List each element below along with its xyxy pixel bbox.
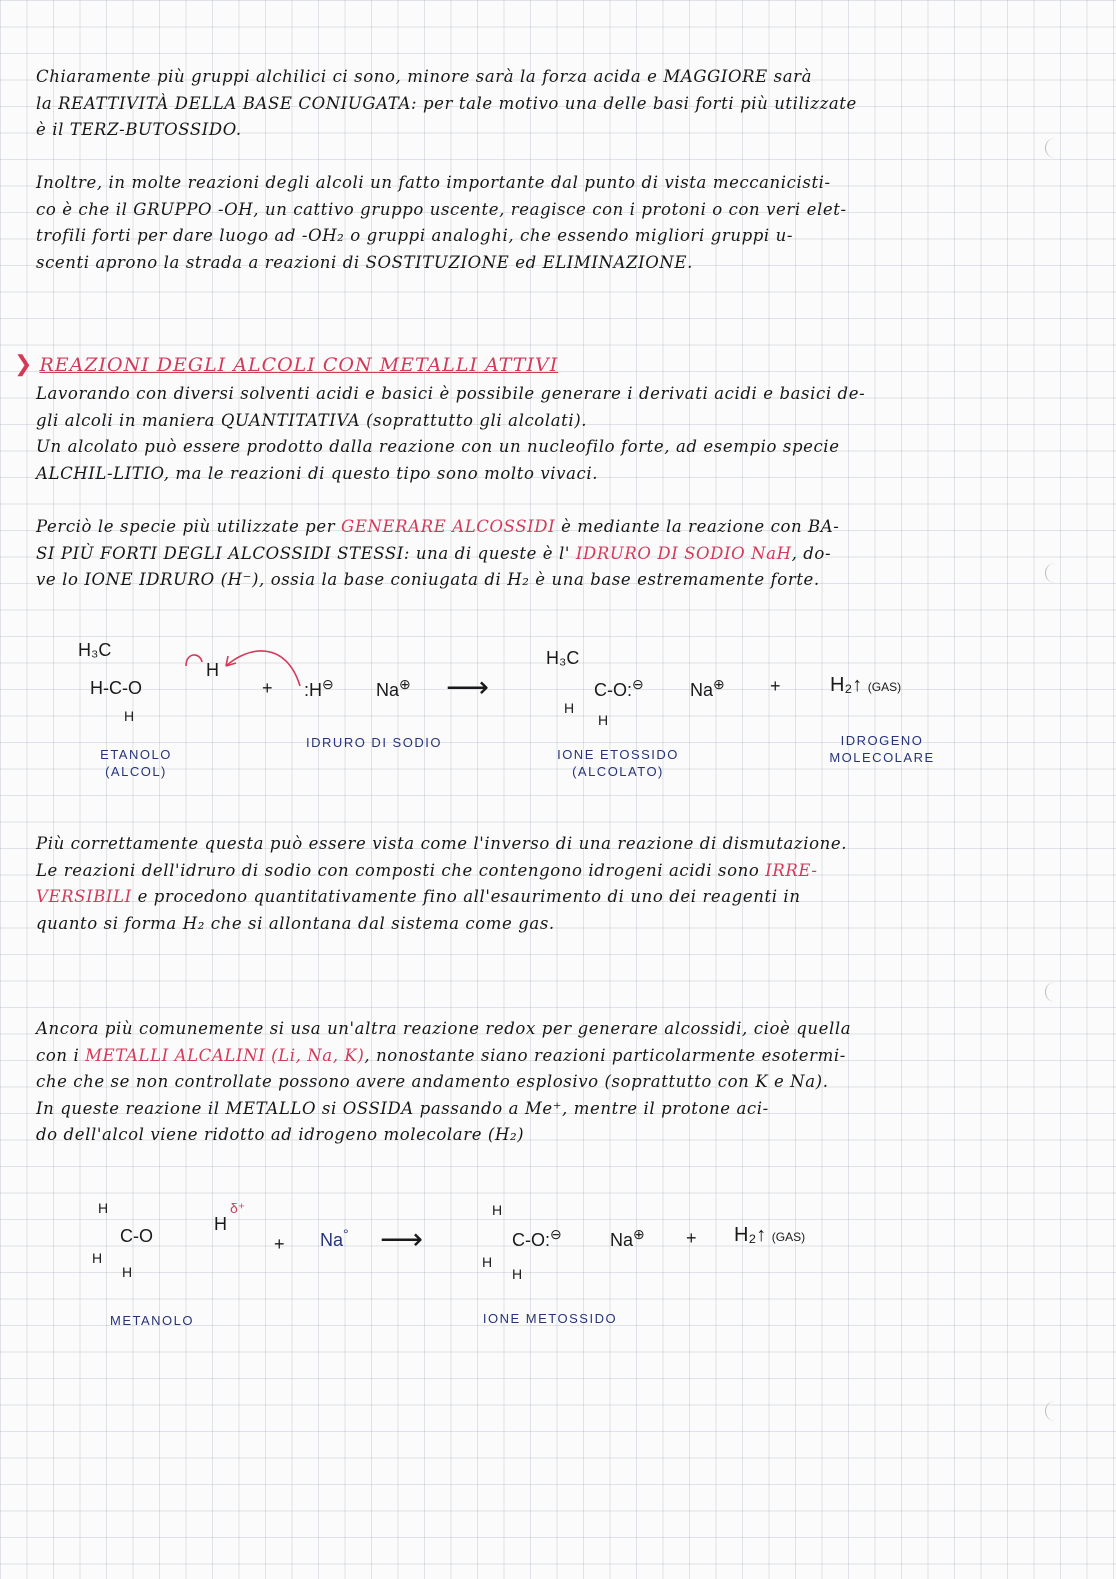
text-line: Chiaramente più gruppi alchilici ci sono, minore sarà la forza acida e MAGGIORE sarà [36,67,813,86]
methanol-h-top: H [98,1200,109,1216]
ethoxide-h-bottom: H [598,712,609,728]
methanol-h-left: H [92,1250,103,1266]
hydride: :H⊖ [304,676,334,700]
caption-ione-etossido: IONE ETOSSIDO (ALCOLATO) [557,747,679,779]
reaction-arrow: ⟶ [380,1223,424,1256]
text-line: quanto si forma H₂ che si allontana dal sistema come gas. [36,913,555,933]
methanol-h-bottom: H [122,1264,133,1280]
methoxide-h-left: H [482,1254,493,1270]
methoxide-h-top: H [492,1202,503,1218]
text-line: ALCHIL-LITIO, ma le reazioni di questo tipo sono molto vivaci. [36,463,599,483]
curved-arrow [186,655,202,666]
methanol-oh-hydrogen: H [214,1214,227,1234]
caption-metanolo: METANOLO [110,1313,194,1328]
text-line: Inoltre, in molte reazioni degli alcoli un fatto importante dal punto di vista meccanicisti- [36,173,831,192]
text-line: do dell'alcol viene ridotto ad idrogeno molecolare (H₂) [36,1125,525,1144]
sodium-cation: Na⊕ [690,676,725,700]
text-line: VERSIBILI e procedono quantitativamente fino all'esaurimento di uno dei reagenti in [36,887,801,906]
text-line: In queste reazione il METALLO si OSSIDA passando a Me⁺, mentre il protone aci- [36,1098,769,1118]
sodium-cation: Na⊕ [610,1226,645,1250]
text-line: scenti aprono la strada a reazioni di SOSTITUZIONE ed ELIMINAZIONE. [36,252,693,272]
caption-idruro-di-sodio: IDRURO DI SODIO [306,735,442,750]
text-line: è il TERZ-BUTOSSIDO. [36,120,242,139]
methoxide-core: C‑O:⊖ [512,1226,562,1250]
sodium-cation: Na⊕ [376,676,411,700]
hydrogen-gas: H₂↑ (GAS) [734,1224,806,1246]
text-line: Le reazioni dell'idruro di sodio con composti che contengono idrogeni acidi sono IRRE- [36,860,818,880]
ethanol-h-bottom: H [124,708,135,724]
hydrogen-gas: H₂↑ (GAS) [830,674,902,696]
text-line: Un alcolato può essere prodotto dalla reazione con un nucleofilo forte, ad esempio specie [36,437,840,456]
text-line: la REATTIVITÀ DELLA BASE CONIUGATA: per tale motivo una delle basi forti più utilizzate [36,93,857,113]
text-line: che che se non controllate possono avere andamento esplosivo (soprattutto con K e Na). [36,1072,829,1091]
plus-sign: + [686,1228,697,1248]
caption-etanolo: ETANOLO (ALCOL) [100,747,172,779]
plus-sign: + [262,678,273,698]
ethoxide-core: C‑O:⊖ [594,676,644,700]
caption-idrogeno-molecolare: IDROGENO MOLECOLARE [829,733,935,765]
methanol-core: C‑O [120,1226,153,1246]
plus-sign: + [274,1234,285,1254]
sodium-metal: Na° [320,1226,349,1250]
reaction-arrow: ⟶ [446,671,490,704]
text-line: Più correttamente questa può essere vista come l'inverso di una reazione di dismutazione. [36,834,848,853]
section-title: REAZIONI DEGLI ALCOLI CON METALLI ATTIVI [39,354,559,376]
ethanol-methyl: H₃C [78,640,112,660]
text-line: gli alcoli in maniera QUANTITATIVA (soprattutto gli alcolati). [36,410,588,430]
text-line: Ancora più comunemente si usa un'altra reazione redox per generare alcossidi, cioè quella [36,1019,852,1038]
methoxide-h-bottom: H [512,1266,523,1282]
ethanol-oh-hydrogen: H [206,660,219,680]
text-line: ve lo IONE IDRURO (H⁻), ossia la base coniugata di H₂ è una base estremamente forte. [36,570,820,589]
text-line: trofili forti per dare luogo ad -OH₂ o gruppi analoghi, che essendo migliori gruppi u- [36,226,794,245]
delta-plus: δ⁺ [230,1200,246,1216]
text-line: SI PIÙ FORTI DEGLI ALCOSSIDI STESSI: una di queste è l' IDRURO DI SODIO NaH, do- [36,543,832,563]
ethoxide-h-left: H [564,700,575,716]
text-line: Perciò le specie più utilizzate per GENERARE ALCOSSIDI è mediante la reazione con BA- [36,517,840,536]
ethanol-core: H‑C‑O [90,678,142,698]
ethoxide-methyl: H₃C [546,648,580,668]
chevron-right-icon: ❯ [14,352,34,377]
text-line: co è che il GRUPPO -OH, un cattivo gruppo uscente, reagisce con i protoni o con veri elet- [36,199,847,219]
text-line: con i METALLI ALCALINI (Li, Na, K), nonostante siano reazioni particolarmente esotermi- [36,1045,846,1065]
curved-arrow [226,651,300,686]
plus-sign: + [770,676,781,696]
text-line: Lavorando con diversi solventi acidi e basici è possibile generare i derivati acidi e basici de- [36,384,866,403]
caption-ione-metossido: IONE METOSSIDO [482,1311,618,1326]
